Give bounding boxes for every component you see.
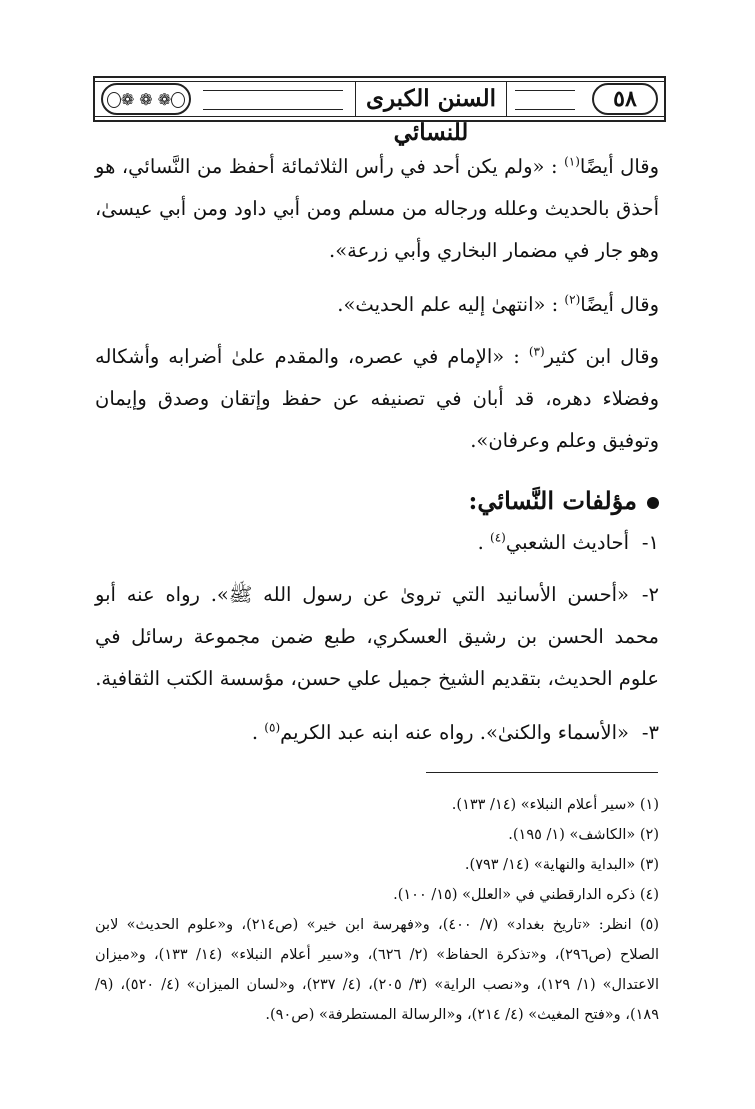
page-header	[93, 76, 666, 146]
item-number: ٢-	[641, 583, 659, 606]
footnotes	[95, 790, 659, 1030]
ornament-icon: ❁ ❁ ❁	[101, 83, 191, 115]
footnote-ref[interactable]: (٥)	[264, 720, 281, 735]
item-tail: .	[251, 721, 259, 744]
paragraph-text: : «ولم يكن أحد في رأس الثلاثمائة أحفظ من النَّسائي، هو أحذق بالحديث وعلله ورجاله من مسلم ومن أبي داود ومن أبي عيسىٰ، وهو جار في مضمار البخاري وأبي زرعة».	[95, 155, 659, 262]
paragraph-3	[95, 336, 659, 462]
section-title: مؤلفات النَّسائي:	[468, 486, 637, 515]
footnote: (٣) «البداية والنهاية» (١٤/ ٧٩٣).	[464, 857, 659, 873]
list-item	[95, 712, 659, 754]
header-band-left	[203, 90, 343, 110]
item-number: ١-	[641, 531, 659, 554]
item-text: «أحسن الأسانيد التي تروىٰ عن رسول الله ﷺ». رواه عنه أبو محمد الحسن بن رشيق العسكري، طبع ضمن مجموعة رسائل في علوم الحديث، بتقديم الشيخ جميل علي حسن، مؤسسة الكتب الثقافية.	[95, 583, 659, 690]
item-text: أحاديث الشعبي	[505, 531, 629, 554]
paragraph-1	[95, 146, 659, 272]
footnote-separator	[426, 772, 658, 773]
footnote-ref[interactable]: (٤)	[490, 530, 506, 545]
footnote: (٥) انظر: «تاريخ بغداد» (٧/ ٤٠٠)، و«فهرسة ابن خير» (ص٢١٤)، و«علوم الحديث» لابن الصلاح (ص٢٩٦)، و«تذكرة الحفاظ» (٢/ ٦٢٦)، و«سير أعلام النبلاء» (١٤/ ١٣٣)، و«ميزان الاعتدال» (١/ ١٢٩)، و«نصب الراية» (٣/ ٢٠٥)، (٤/ ٢٣٧)، و«لسان الميزان» (٤/ ٥٢٠)، (٩/ ١٨٩)، و«فتح المغيث» (٤/ ٢١٤)، و«الرسالة المستطرفة» (ص٩٠).	[95, 917, 660, 1023]
footnote: (١) «سير أعلام النبلاء» (١٤/ ١٣٣).	[451, 797, 659, 813]
footnote-ref[interactable]: (٢)	[564, 292, 581, 307]
footnote-ref[interactable]: (١)	[564, 154, 580, 169]
item-tail: .	[477, 531, 484, 554]
list-item	[95, 522, 659, 564]
paragraph-lead: وقال أيضًا	[580, 293, 659, 316]
running-title: السنن الكبرى للنسائي	[355, 82, 507, 116]
item-number: ٣-	[641, 721, 659, 744]
header-rule-bottom	[95, 116, 664, 117]
paragraph-lead: وقال أيضًا	[579, 155, 659, 178]
section-heading	[95, 480, 659, 522]
header-band-right	[515, 90, 575, 110]
paragraph-2	[95, 284, 659, 326]
footnote-ref[interactable]: (٣)	[528, 344, 545, 359]
bullet-icon	[647, 497, 659, 509]
footnote: (٤) ذكره الدارقطني في «العلل» (١٥/ ١٠٠).	[393, 887, 659, 903]
paragraph-lead: وقال ابن كثير	[544, 345, 659, 368]
paragraph-text: : «الإمام في عصره، والمقدم علىٰ أضرابه وأشكاله وفضلاء دهره، قد أبان في تصنيفه عن حفظ وإتقان وصدق وإيمان وتوفيق وعلم وعرفان».	[95, 345, 659, 452]
list-item	[95, 574, 659, 700]
footnote: (٢) «الكاشف» (١/ ١٩٥).	[508, 827, 659, 843]
item-text: «الأسماء والكنىٰ». رواه عنه ابنه عبد الكريم	[280, 721, 629, 744]
page-number: ٥٨	[592, 83, 658, 115]
paragraph-text: : «انتهىٰ إليه علم الحديث».	[337, 293, 565, 316]
